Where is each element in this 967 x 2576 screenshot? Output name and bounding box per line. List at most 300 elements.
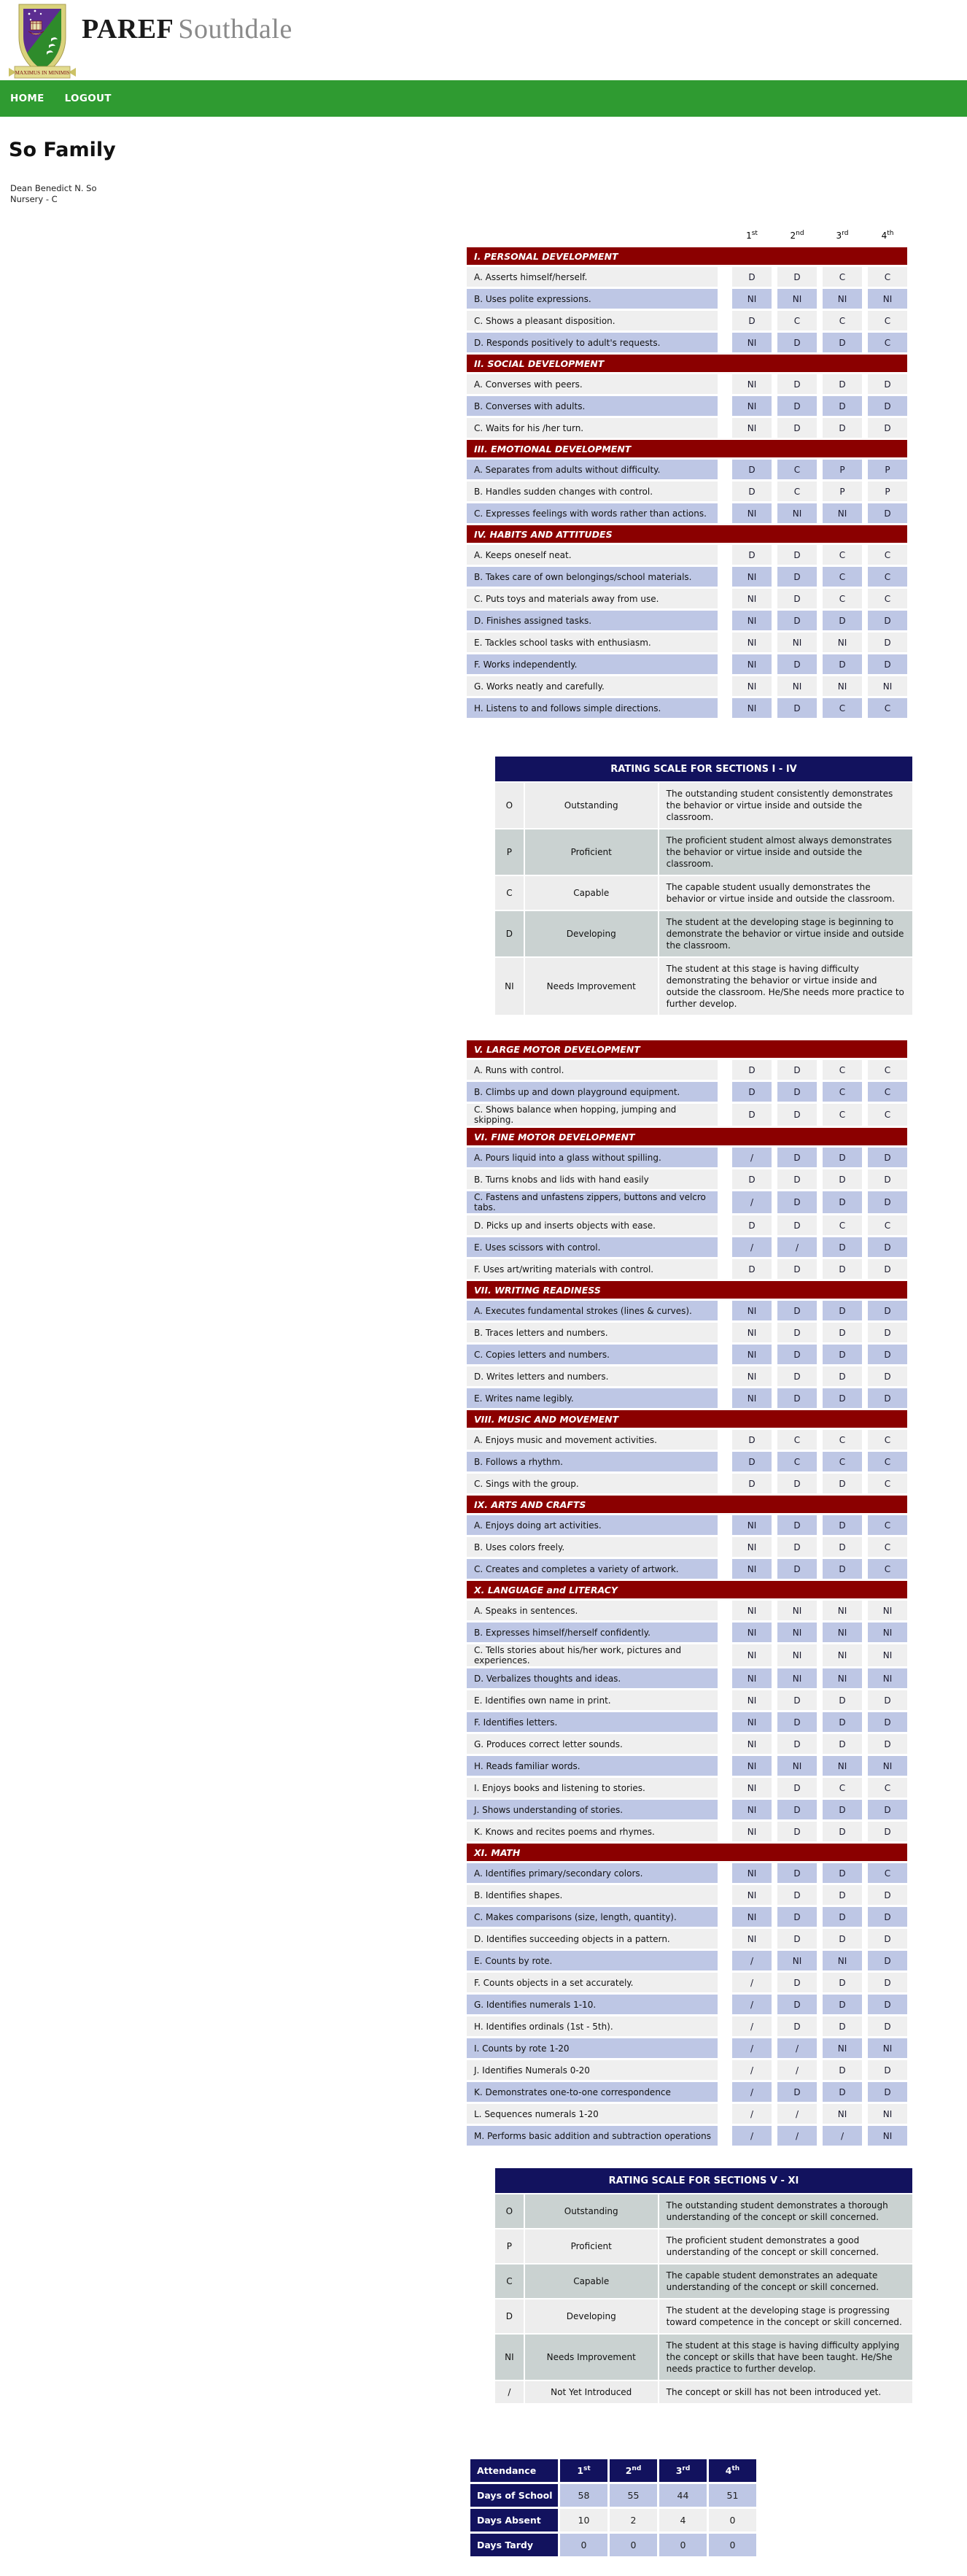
table-row <box>467 1259 907 1279</box>
rating-cell: D <box>823 418 862 438</box>
rating-cell: C <box>868 698 907 718</box>
quarter-label: 2nd <box>777 229 817 245</box>
rating-cell: D <box>868 1800 907 1819</box>
section-header-row <box>467 1128 907 1145</box>
rating-cell: D <box>732 1430 772 1450</box>
section-title: VIII. MUSIC AND MOVEMENT <box>467 1410 907 1428</box>
rating-cell: NI <box>732 503 772 523</box>
rating-cell: D <box>868 1822 907 1841</box>
table-row <box>467 460 907 479</box>
attendance-row-label: Days Tardy <box>470 2534 558 2556</box>
rating-cell: C <box>868 1778 907 1798</box>
table-row <box>467 1082 907 1102</box>
rating-cell: D <box>732 1215 772 1235</box>
rating-cell: D <box>868 1907 907 1927</box>
rating-cell: / <box>732 2126 772 2146</box>
rating-cell: D <box>823 1169 862 1189</box>
rating-cell: D <box>777 374 817 394</box>
skill-label: M. Performs basic addition and subtraction operations <box>467 2126 726 2146</box>
rating-cell: NI <box>732 1515 772 1535</box>
table-row <box>467 1452 907 1471</box>
rating-cell: D <box>823 1712 862 1732</box>
section-header-row <box>467 355 907 372</box>
rating-cell: D <box>868 1191 907 1213</box>
rating-scale-row <box>495 2264 912 2298</box>
school-name-bold: PAREF <box>82 14 174 45</box>
rating-label: Needs Improvement <box>525 958 658 1015</box>
rating-cell: D <box>777 698 817 718</box>
rating-cell: D <box>777 1929 817 1949</box>
rating-cell: D <box>777 1800 817 1819</box>
ordinal-suffix: nd <box>632 2464 642 2472</box>
rating-cell: P <box>823 460 862 479</box>
table-row <box>467 633 907 652</box>
section-title: VII. WRITING READINESS <box>467 1281 907 1299</box>
rating-cell: D <box>823 1237 862 1257</box>
rating-cell: / <box>732 1951 772 1970</box>
skill-label: A. Separates from adults without difficulty. <box>467 460 726 479</box>
table-row <box>467 2082 907 2102</box>
rating-cell: NI <box>732 1885 772 1905</box>
rating-cell: D <box>777 1559 817 1579</box>
skill-label: F. Works independently. <box>467 654 726 674</box>
table-row <box>467 1644 907 1666</box>
rating-cell: C <box>823 698 862 718</box>
rating-cell: C <box>868 1452 907 1471</box>
rating-symbol: P <box>495 2229 524 2263</box>
rating-symbol: / <box>495 2381 524 2403</box>
rating-scale-5-11 <box>494 2167 928 2405</box>
report-card <box>461 227 928 2576</box>
table-row <box>467 1601 907 1620</box>
rating-cell: D <box>823 1973 862 1992</box>
skill-label: D. Verbalizes thoughts and ideas. <box>467 1668 726 1688</box>
skill-label: E. Counts by rote. <box>467 1951 726 1970</box>
rating-cell: NI <box>823 1756 862 1776</box>
rating-scale-row <box>495 2381 912 2403</box>
rating-scale-title: RATING SCALE FOR SECTIONS V - XI <box>495 2168 912 2193</box>
rating-symbol: O <box>495 2194 524 2228</box>
rating-cell: C <box>777 481 817 501</box>
rating-cell: NI <box>823 1601 862 1620</box>
rating-cell: D <box>823 374 862 394</box>
rating-cell: D <box>777 333 817 352</box>
rating-cell: C <box>823 589 862 608</box>
rating-cell: NI <box>732 418 772 438</box>
nav-home-link[interactable]: HOME <box>10 93 44 104</box>
table-row <box>467 1345 907 1364</box>
rating-cell: / <box>732 2104 772 2124</box>
table-row <box>467 1885 907 1905</box>
table-row <box>467 1734 907 1754</box>
section-title: VI. FINE MOTOR DEVELOPMENT <box>467 1128 907 1145</box>
rating-cell: D <box>823 1734 862 1754</box>
section-header-row <box>467 1040 907 1058</box>
rating-cell: D <box>868 1366 907 1386</box>
rating-symbol: NI <box>495 958 524 1015</box>
rating-cell: P <box>868 481 907 501</box>
rating-symbol: O <box>495 783 524 828</box>
table-row <box>467 311 907 330</box>
crest-motto-text: MAXIMUS IN MINIMIS <box>15 70 70 76</box>
rating-cell: D <box>777 1082 817 1102</box>
rating-cell: C <box>868 311 907 330</box>
rating-cell: D <box>777 1104 817 1126</box>
rating-cell: NI <box>732 1734 772 1754</box>
rating-cell: D <box>868 654 907 674</box>
rating-symbol: NI <box>495 2335 524 2380</box>
table-row <box>467 418 907 438</box>
table-row <box>467 2016 907 2036</box>
skill-label: B. Traces letters and numbers. <box>467 1323 726 1342</box>
table-row <box>467 503 907 523</box>
skill-label: C. Fastens and unfastens zippers, buttons and velcro tabs. <box>467 1191 726 1213</box>
rating-cell: D <box>868 611 907 630</box>
rating-cell: D <box>868 418 907 438</box>
rating-cell: D <box>868 1951 907 1970</box>
rating-cell: NI <box>868 1756 907 1776</box>
rating-description: The outstanding student consistently demonstrates the behavior or virtue inside and outside the classroom. <box>659 783 912 828</box>
rating-symbol: C <box>495 2264 524 2298</box>
attendance-value: 0 <box>709 2534 756 2556</box>
quarter-label: 1st <box>732 229 772 245</box>
rating-cell: D <box>868 1712 907 1732</box>
rating-cell: NI <box>732 289 772 309</box>
rating-cell: D <box>732 1474 772 1493</box>
rating-cell: D <box>868 1169 907 1189</box>
rating-cell: C <box>868 1104 907 1126</box>
attendance-value: 0 <box>610 2534 657 2556</box>
rating-cell: D <box>777 545 817 565</box>
rating-cell: NI <box>732 1668 772 1688</box>
rating-cell: NI <box>732 1863 772 1883</box>
table-row <box>467 2126 907 2146</box>
rating-cell: D <box>823 611 862 630</box>
rating-cell: NI <box>777 289 817 309</box>
rating-cell: / <box>732 1148 772 1167</box>
table-row <box>467 1668 907 1688</box>
rating-cell: NI <box>777 1668 817 1688</box>
rating-cell: D <box>868 396 907 416</box>
skill-label: K. Demonstrates one-to-one correspondence <box>467 2082 726 2102</box>
rating-cell: D <box>868 633 907 652</box>
rating-cell: D <box>777 1863 817 1883</box>
nav-logout-link[interactable]: LOGOUT <box>64 93 112 104</box>
skill-label: I. Counts by rote 1-20 <box>467 2038 726 2058</box>
rating-cell: D <box>777 1259 817 1279</box>
rating-cell: D <box>777 418 817 438</box>
section-title: II. SOCIAL DEVELOPMENT <box>467 355 907 372</box>
skill-label: G. Identifies numerals 1-10. <box>467 1995 726 2014</box>
skill-label: B. Uses polite expressions. <box>467 289 726 309</box>
rating-cell: C <box>823 567 862 587</box>
table-row <box>467 1104 907 1126</box>
rating-cell: NI <box>868 289 907 309</box>
skill-label: B. Follows a rhythm. <box>467 1452 726 1471</box>
rating-cell: D <box>823 1148 862 1167</box>
table-row <box>467 1907 907 1927</box>
table-row <box>467 1622 907 1642</box>
rating-cell: D <box>777 396 817 416</box>
rating-cell: NI <box>732 1644 772 1666</box>
skill-label: J. Identifies Numerals 0-20 <box>467 2060 726 2080</box>
rating-cell: / <box>732 1191 772 1213</box>
rating-scale-row <box>495 2229 912 2263</box>
rating-scale-row <box>495 911 912 956</box>
table-row <box>467 289 907 309</box>
rating-cell: NI <box>732 374 772 394</box>
section-header-row <box>467 1581 907 1598</box>
rating-cell: C <box>868 1559 907 1579</box>
rating-cell: D <box>777 1822 817 1841</box>
table-row <box>467 1973 907 1992</box>
rating-cell: NI <box>868 2126 907 2146</box>
rating-cell: D <box>823 654 862 674</box>
rating-cell: NI <box>823 2038 862 2058</box>
rating-cell: D <box>777 1345 817 1364</box>
rating-cell: NI <box>777 1951 817 1970</box>
rating-cell: D <box>777 1169 817 1189</box>
skill-label: A. Runs with control. <box>467 1060 726 1080</box>
rating-cell: NI <box>732 1345 772 1364</box>
rating-scale-row <box>495 2335 912 2380</box>
rating-description: The proficient student almost always demonstrates the behavior or virtue inside and outside the classroom. <box>659 829 912 875</box>
rating-description: The concept or skill has not been introduced yet. <box>659 2381 912 2403</box>
rating-cell: NI <box>868 2104 907 2124</box>
rating-scale-row <box>495 783 912 828</box>
sections-5-11-table <box>461 1038 928 2148</box>
skill-label: C. Sings with the group. <box>467 1474 726 1493</box>
rating-cell: D <box>868 2016 907 2036</box>
rating-cell: D <box>823 2060 862 2080</box>
rating-cell: D <box>823 1191 862 1213</box>
rating-label: Proficient <box>525 2229 658 2263</box>
table-row <box>467 1388 907 1408</box>
rating-cell: D <box>823 1822 862 1841</box>
rating-cell: / <box>732 2016 772 2036</box>
attendance-table <box>468 2457 758 2558</box>
skill-label: A. Asserts himself/herself. <box>467 267 726 287</box>
skill-label: C. Puts toys and materials away from use. <box>467 589 726 608</box>
ordinal-suffix: th <box>731 2464 740 2472</box>
rating-cell: D <box>732 460 772 479</box>
skill-label: F. Counts objects in a set accurately. <box>467 1973 726 1992</box>
rating-label: Outstanding <box>525 2194 658 2228</box>
table-row <box>467 654 907 674</box>
rating-cell: NI <box>732 1559 772 1579</box>
quarter-label: 3rd <box>823 229 862 245</box>
skill-label: H. Reads familiar words. <box>467 1756 726 1776</box>
rating-cell: D <box>868 1237 907 1257</box>
rating-cell: NI <box>732 1907 772 1927</box>
section-title: I. PERSONAL DEVELOPMENT <box>467 247 907 265</box>
skill-label: D. Picks up and inserts objects with ease. <box>467 1215 726 1235</box>
rating-description: The capable student usually demonstrates the behavior or virtue inside and outside the classroom. <box>659 876 912 910</box>
rating-cell: D <box>823 1388 862 1408</box>
rating-cell: D <box>732 481 772 501</box>
table-row <box>467 374 907 394</box>
rating-label: Needs Improvement <box>525 2335 658 2380</box>
skill-label: C. Expresses feelings with words rather than actions. <box>467 503 726 523</box>
table-row <box>467 1301 907 1320</box>
section-header-row <box>467 525 907 543</box>
rating-cell: NI <box>732 567 772 587</box>
rating-cell: D <box>823 333 862 352</box>
rating-cell: D <box>777 567 817 587</box>
skill-label: C. Shows balance when hopping, jumping and skipping. <box>467 1104 726 1126</box>
table-row <box>467 1537 907 1557</box>
rating-cell: D <box>777 1191 817 1213</box>
table-row <box>467 1474 907 1493</box>
rating-cell: NI <box>732 1756 772 1776</box>
rating-cell: C <box>868 1537 907 1557</box>
rating-cell: D <box>777 1537 817 1557</box>
rating-cell: D <box>777 1515 817 1535</box>
rating-cell: C <box>868 1215 907 1235</box>
rating-cell: / <box>732 1973 772 1992</box>
rating-cell: D <box>823 1301 862 1320</box>
rating-cell: / <box>732 2038 772 2058</box>
rating-cell: C <box>868 1082 907 1102</box>
skill-label: L. Sequences numerals 1-20 <box>467 2104 726 2124</box>
main-navbar <box>0 80 967 117</box>
rating-cell: D <box>777 589 817 608</box>
rating-cell: / <box>823 2126 862 2146</box>
ordinal-suffix: rd <box>842 230 849 237</box>
rating-cell: D <box>823 1800 862 1819</box>
rating-description: The outstanding student demonstrates a thorough understanding of the concept or skill concerned. <box>659 2194 912 2228</box>
rating-cell: NI <box>732 1712 772 1732</box>
rating-cell: NI <box>868 2038 907 2058</box>
rating-cell: C <box>823 545 862 565</box>
rating-cell: NI <box>777 503 817 523</box>
table-row <box>467 1191 907 1213</box>
rating-cell: NI <box>732 333 772 352</box>
rating-scale-title-row <box>495 757 912 781</box>
skill-label: J. Shows understanding of stories. <box>467 1800 726 1819</box>
table-row <box>467 1822 907 1841</box>
rating-cell: D <box>777 1366 817 1386</box>
rating-cell: D <box>823 1885 862 1905</box>
rating-cell: NI <box>732 676 772 696</box>
rating-cell: / <box>777 2038 817 2058</box>
table-row <box>467 1169 907 1189</box>
quarter-label: 4th <box>868 229 907 245</box>
rating-cell: D <box>777 1474 817 1493</box>
skill-label: A. Identifies primary/secondary colors. <box>467 1863 726 1883</box>
rating-cell: C <box>868 589 907 608</box>
rating-cell: C <box>868 1430 907 1450</box>
rating-cell: C <box>868 333 907 352</box>
rating-scale-row <box>495 2300 912 2333</box>
table-row <box>467 396 907 416</box>
rating-cell: / <box>777 2126 817 2146</box>
student-name: Dean Benedict N. So <box>10 183 97 193</box>
skill-label: C. Copies letters and numbers. <box>467 1345 726 1364</box>
rating-cell: / <box>732 1237 772 1257</box>
skill-label: F. Identifies letters. <box>467 1712 726 1732</box>
ratings-table <box>461 1038 913 2148</box>
ordinal-suffix: st <box>583 2464 591 2472</box>
rating-cell: D <box>777 1388 817 1408</box>
skill-label: E. Writes name legibly. <box>467 1388 726 1408</box>
sections-1-4-table <box>461 227 928 720</box>
rating-cell: P <box>868 460 907 479</box>
attendance-value: 10 <box>560 2509 607 2531</box>
section-header-row <box>467 1281 907 1299</box>
rating-cell: D <box>823 1863 862 1883</box>
section-header-row <box>467 1496 907 1513</box>
rating-cell: NI <box>732 1366 772 1386</box>
table-row <box>467 1515 907 1535</box>
rating-cell: C <box>868 567 907 587</box>
rating-cell: NI <box>823 1951 862 1970</box>
attendance-value: 51 <box>709 2484 756 2507</box>
skill-label: B. Climbs up and down playground equipment. <box>467 1082 726 1102</box>
skill-label: E. Tackles school tasks with enthusiasm. <box>467 633 726 652</box>
table-row <box>467 698 907 718</box>
attendance-quarter-label: 4th <box>709 2459 756 2482</box>
rating-cell: NI <box>732 1388 772 1408</box>
rating-cell: D <box>777 2082 817 2102</box>
rating-symbol: D <box>495 2300 524 2333</box>
rating-label: Outstanding <box>525 783 658 828</box>
rating-cell: D <box>868 1388 907 1408</box>
rating-cell: NI <box>732 1778 772 1798</box>
quarter-header-row <box>467 229 907 245</box>
rating-symbol: D <box>495 911 524 956</box>
rating-cell: D <box>777 1060 817 1080</box>
skill-label: B. Handles sudden changes with control. <box>467 481 726 501</box>
rating-cell: NI <box>823 676 862 696</box>
rating-cell: D <box>823 1323 862 1342</box>
rating-cell: C <box>823 1104 862 1126</box>
attendance-table-container <box>468 2457 928 2576</box>
attendance-row <box>470 2534 756 2556</box>
rating-cell: P <box>823 481 862 501</box>
rating-symbol: P <box>495 829 524 875</box>
rating-label: Not Yet Introduced <box>525 2381 658 2403</box>
rating-cell: NI <box>732 1601 772 1620</box>
rating-cell: D <box>777 1885 817 1905</box>
rating-cell: NI <box>823 1622 862 1642</box>
skill-label: A. Converses with peers. <box>467 374 726 394</box>
rating-cell: NI <box>823 503 862 523</box>
rating-cell: NI <box>732 589 772 608</box>
section-title: XI. MATH <box>467 1844 907 1861</box>
table-row <box>467 545 907 565</box>
section-title: IX. ARTS AND CRAFTS <box>467 1496 907 1513</box>
skill-label: G. Works neatly and carefully. <box>467 676 726 696</box>
table-row <box>467 1366 907 1386</box>
rating-cell: C <box>823 1215 862 1235</box>
skill-label: A. Enjoys doing art activities. <box>467 1515 726 1535</box>
quarter-header-spacer <box>467 229 726 245</box>
rating-cell: D <box>823 1690 862 1710</box>
school-title <box>82 13 292 45</box>
rating-cell: NI <box>868 1622 907 1642</box>
section-title: V. LARGE MOTOR DEVELOPMENT <box>467 1040 907 1058</box>
attendance-corner-label: Attendance <box>470 2459 558 2482</box>
rating-cell: NI <box>732 654 772 674</box>
skill-label: I. Enjoys books and listening to stories. <box>467 1778 726 1798</box>
rating-cell: NI <box>868 1601 907 1620</box>
table-row <box>467 589 907 608</box>
skill-label: D. Identifies succeeding objects in a pattern. <box>467 1929 726 1949</box>
rating-cell: D <box>823 2082 862 2102</box>
rating-scale-title: RATING SCALE FOR SECTIONS I - IV <box>495 757 912 781</box>
rating-cell: D <box>732 1169 772 1189</box>
